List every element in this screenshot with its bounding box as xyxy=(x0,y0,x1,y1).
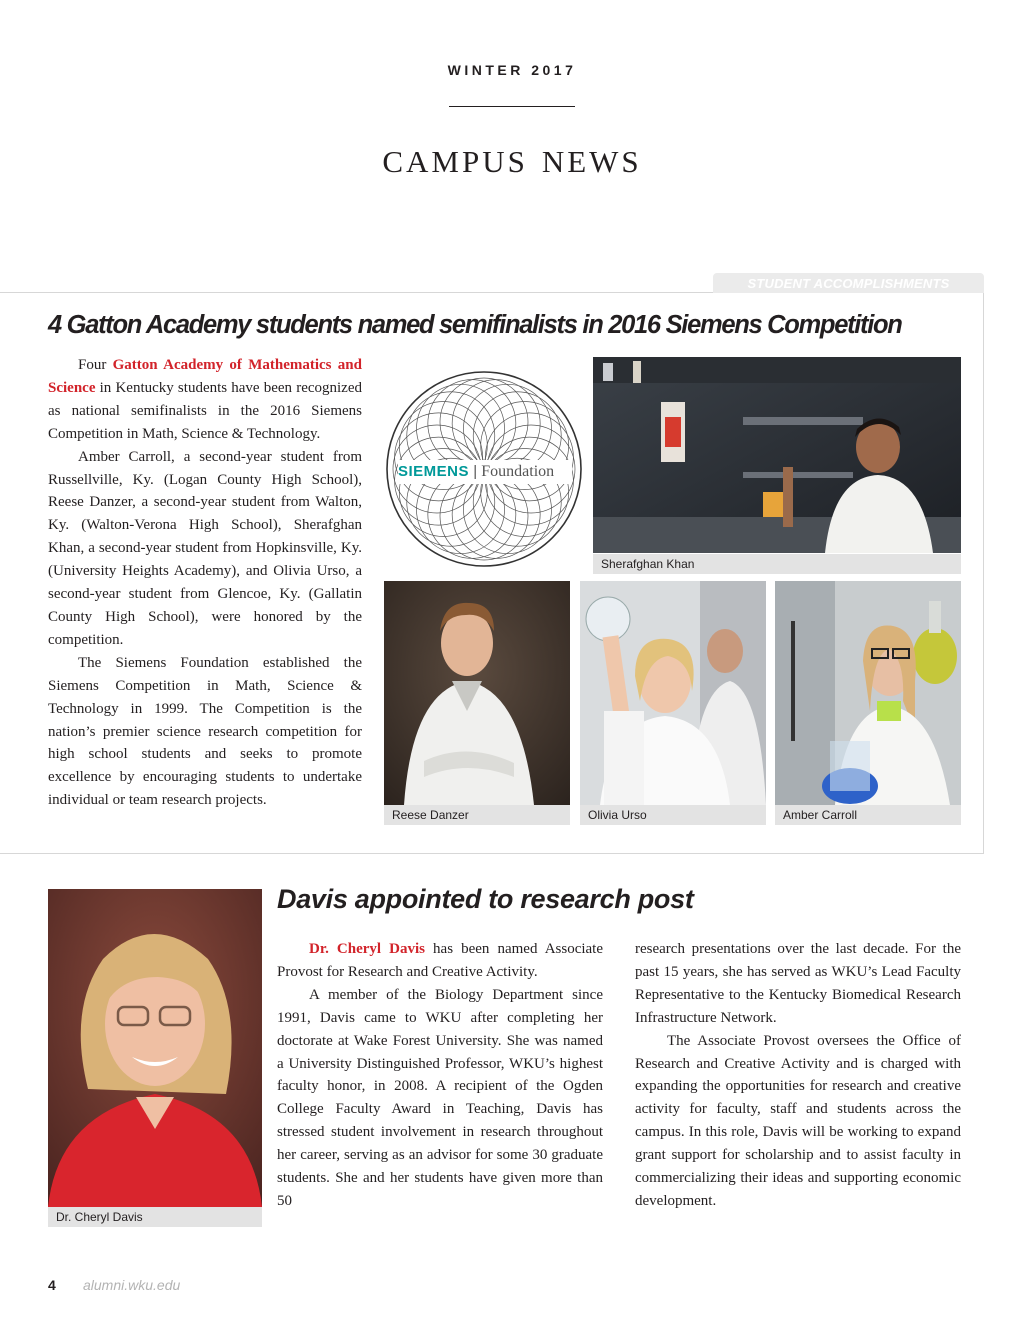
issue-label: WINTER 2017 xyxy=(447,62,577,78)
article1-body xyxy=(48,354,362,812)
khan-photo xyxy=(593,357,961,553)
cheryl-davis-link[interactable]: Dr. Cheryl Davis xyxy=(309,941,425,957)
article1-para2: Amber Carroll, a second-year student from Russellville, Ky. (Logan County High School), Reese Danzer, a second-year student from Walton, Ky. (Walton-Verona High School), Sherafghan Khan, a second-year student from Hopkinsville, Ky. (University Heights Academy), and Olivia Urso, a second-year student from Glencoe, Ky. (Gallatin County High School), were honored by the competition. xyxy=(48,448,362,648)
section-tab: STUDENT ACCOMPLISHMENTS xyxy=(713,273,984,293)
danzer-photo xyxy=(384,581,570,805)
urso-caption: Olivia Urso xyxy=(580,805,766,825)
article1-para1: Four Gatton Academy of Mathematics and Science in Kentucky students have been recognized as national semifinalists in the 2016 Siemens Competition in Math, Science & Technology. xyxy=(48,357,362,442)
article2-col2 xyxy=(635,938,961,1213)
section-title: campus news xyxy=(382,133,642,182)
footer-url[interactable]: alumni.wku.edu xyxy=(83,1277,181,1293)
article2-col1 xyxy=(277,938,603,1213)
article1-headline: 4 Gatton Academy students named semifinalists in 2016 Siemens Competition xyxy=(48,311,902,339)
article2-para2-cont: research presentations over the last decade. For the past 15 years, she has served as WKU’s Lead Faculty Representative to the Kentucky Biomedical Research Infrastructure Network. xyxy=(635,941,961,1026)
siemens-foundation-wordmark: SIEMENS | Foundation xyxy=(398,460,572,484)
urso-photo xyxy=(580,581,766,805)
siemens-foundation-logo xyxy=(383,357,585,573)
header-rule xyxy=(449,106,575,107)
carroll-caption: Amber Carroll xyxy=(775,805,961,825)
gatton-academy-link[interactable]: Gatton Academy of Mathematics and Science xyxy=(48,357,362,396)
danzer-caption: Reese Danzer xyxy=(384,805,570,825)
article2-para3: The Associate Provost oversees the Office of Research and Creative Activity and is charged with expanding the opportunities for research and creative activity for faculty, staff and students across the campus. In this role, Davis will be working to expand grant support for scholarship and to assist faculty in commercializing their ideas and supporting economic development. xyxy=(635,1032,961,1209)
davis-caption: Dr. Cheryl Davis xyxy=(48,1207,262,1227)
carroll-photo xyxy=(775,581,961,805)
article2-para2: A member of the Biology Department since 1991, Davis came to WKU after completing her doctorate at Wake Forest University. She was named a University Distinguished Professor, WKU’s highest faculty honor, in 2008. A recipient of the Ogden College Faculty Award in Teaching, Davis has stressed student involvement in research throughout her career, serving as an advisor for some 30 graduate students. She and her students have given more than 50 xyxy=(277,986,603,1209)
article1-para3: The Siemens Foundation established the Siemens Competition in Math, Science & Technology in 1999. The Competition is the nation’s premier science research competition for high school students and seeks to promote excellence by encouraging students to undertake individual or team research projects. xyxy=(48,654,362,809)
article2-para1: Dr. Cheryl Davis has been named Associate Provost for Research and Creative Activity. xyxy=(277,941,604,980)
khan-caption: Sherafghan Khan xyxy=(593,554,961,574)
davis-photo xyxy=(48,889,262,1207)
article2-headline: Davis appointed to research post xyxy=(277,884,694,914)
page-number: 4 xyxy=(48,1277,56,1293)
